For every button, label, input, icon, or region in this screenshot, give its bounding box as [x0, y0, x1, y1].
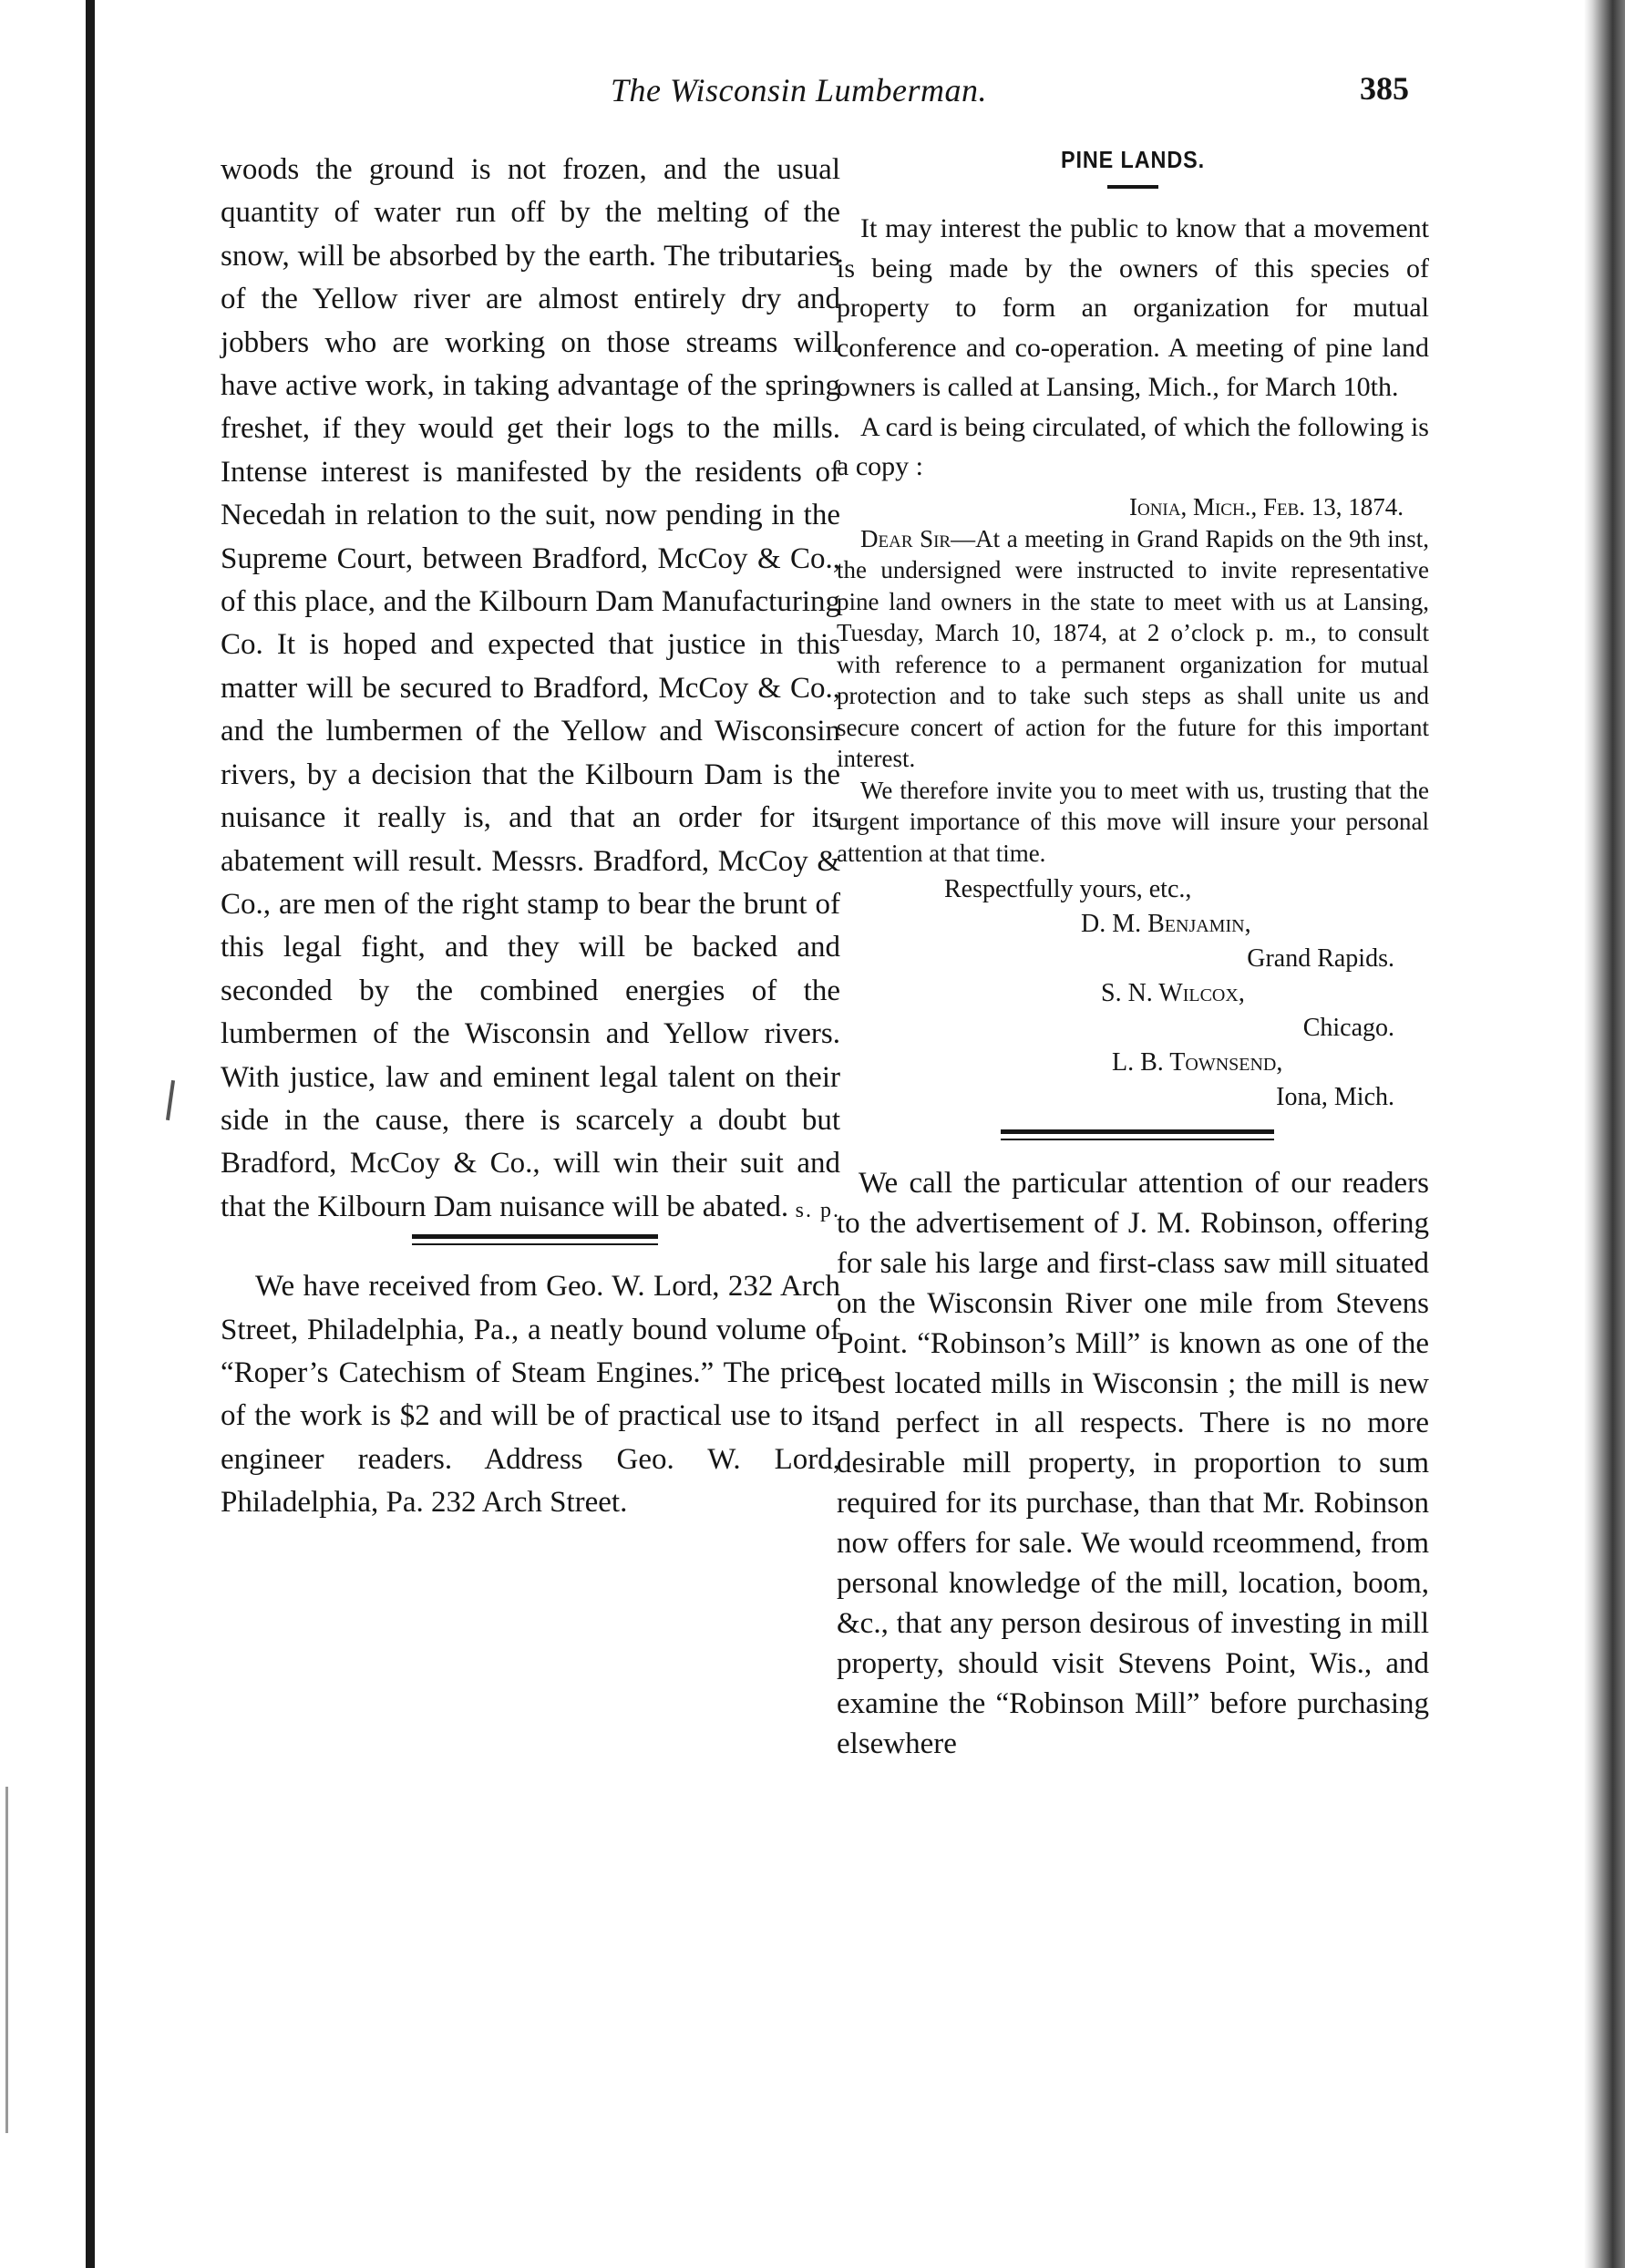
- gutter-rule: [86, 0, 95, 2268]
- section-divider: [412, 1234, 658, 1245]
- article-signature: s. p.: [795, 1198, 840, 1222]
- page-number: 385: [1360, 70, 1409, 107]
- page-fore-edge: [1584, 0, 1625, 2268]
- letter-salutation: Dear Sir: [860, 524, 951, 552]
- right-column: [837, 146, 1429, 1765]
- pine-lands-intro: It may interest the public to know that a movement is being made by the owners of this species of property to form an organization for mutual conference and co-operation. A meeting of pine land owners is called at Lansing, Mich., for March 10th.: [837, 213, 1429, 402]
- letter-body-2: We therefore invite you to meet with us, trusting that the urgent importance of this move will insure your personal attention at that time.: [837, 776, 1429, 867]
- left-column: [221, 149, 840, 1525]
- signatory-name: D. M. Benjamin,: [1081, 910, 1251, 938]
- signatory-city: Chicago.: [1302, 1014, 1394, 1042]
- circular-letter: [837, 490, 1429, 1116]
- letter-body-1: [837, 523, 1429, 775]
- scan-blemish: [166, 1080, 175, 1120]
- signatory-name: L. B. Townsend,: [1112, 1048, 1283, 1077]
- letter-body-1-text: —At a meeting in Grand Rapids on the 9th inst, the undersigned were instructed to invite representative pine land owners in the state to meet with us at Lansing, Tuesday, March 10, 1874, at 2 o’clock p. m., to consult with reference to a permanent organization for mutual protection and to take such steps as shall unite us and secure concert of action for the future for this important interest.: [837, 524, 1430, 772]
- necedah-article-text: woods the ground is not frozen, and the usual quantity of water run off by the melting of the snow, will be absorbed by the earth. The tributaries of the Yellow river are almost entirely dry and jobbers who are working on those streams will have active work, in taking advantage of the spring freshet, if they would get their logs to the mills. Intense interest is manifested by the residents of Necedah in relation to the suit, now pending in the Supreme Court, between Bradford, McCoy & Co., of this place, and the Kilbourn Dam Manufacturing Co. It is hoped and expected that justice in this matter will be secured to Bradford, McCoy & Co., and the lumbermen of the Yellow and Wisconsin rivers, by a decision that the Kilbourn Dam is the nuisance it really is, and that an order for its abatement will result. Messrs. Bradford, McCoy & Co., are men of the right stamp to bear the brunt of this legal fight, and they will be backed and seconded by the combined energies of the lumbermen of the Wisconsin and Yellow rivers. With justice, law and eminent legal talent on their side in the cause, there is scarcely a doubt but Bradford, McCoy & Co., will win their suit and that the Kilbourn Dam nuisance will be abated.: [221, 153, 840, 1223]
- running-title: The Wisconsin Lumberman.: [611, 72, 988, 108]
- necedah-article: [221, 149, 840, 1229]
- signatory-city: Grand Rapids.: [1247, 944, 1394, 973]
- robinson-mill-notice: We call the particular attention of our readers to the advertisement of J. M. Robinson, offering for sale his large and first-class saw mill situated on the Wisconsin River one mile from Stevens Point. “Robinson’s Mill” is known as one of the best located mills in Wisconsin ; the mill is new and perfect in all respects. There is no more desirable mill property, in proportion to sum required for its purchase, than that Mr. Robinson now offers for sale. We would rceommend, from personal knowledge of the mill, location, boom, &c., that any person desirous of investing in mill property, should visit Stevens Point, Wis., and examine the “Robinson Mill” before purchasing elsewhere: [837, 1167, 1429, 1760]
- section-title: PINE LANDS.: [1060, 146, 1206, 173]
- signature-block: [1101, 976, 1429, 1046]
- signature-block: [1081, 907, 1429, 976]
- scan-edge-mark: [5, 1787, 8, 2133]
- signatory-name: S. N. Wilcox,: [1101, 979, 1245, 1007]
- card-intro: A card is being circulated, of which the following is a copy :: [837, 411, 1429, 481]
- roper-catechism-notice: We have received from Geo. W. Lord, 232 Arch Street, Philadelphia, Pa., a neatly bound volume of “Roper’s Catechism of Steam Engines.” The price of the work is $2 and will be of practical use to its engineer readers. Address Geo. W. Lord, Philadelphia, Pa. 232 Arch Street.: [221, 1270, 840, 1520]
- signature-block: [1112, 1046, 1429, 1115]
- section-divider: [1001, 1129, 1274, 1140]
- letter-dateline: Ionia, Mich., Feb. 13, 1874.: [1128, 492, 1404, 521]
- title-underline: [1107, 185, 1158, 189]
- letter-closing: Respectfully yours, etc.,: [944, 875, 1192, 903]
- signatory-city: Iona, Mich.: [1276, 1083, 1394, 1111]
